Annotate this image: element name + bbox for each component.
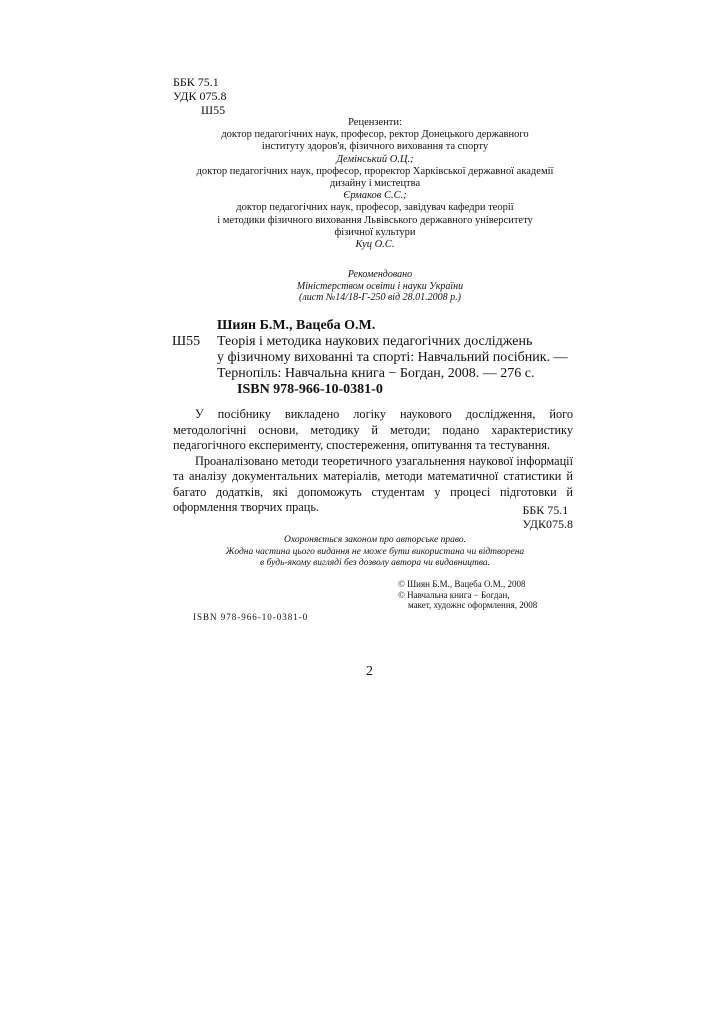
reviewer-2-title-cont: дизайну і мистецтва <box>329 178 421 190</box>
copyright-authors: © Шиян Б.М., Вацеба О.М., 2008 <box>398 579 526 589</box>
bbk-code: ББК 75.1 <box>173 75 219 89</box>
copyright-layout: макет, художнє оформлення, 2008 <box>408 600 538 610</box>
udk-code: УДК 075.8 <box>173 89 227 103</box>
copyright-block <box>398 579 537 611</box>
reviewers-heading: Рецензенти: <box>348 117 402 128</box>
rights-line-2: Жодна частина цього видання не може бути використана чи відтворена <box>225 546 525 557</box>
recommendation-letter: (лист №14/18-Г-250 від 28.01.2008 р.) <box>299 292 461 303</box>
abstract-paragraph-1: У посібнику викладено логіку наукового дослідження, його методологічні основи, методику й методи; подано характеристику педагогічного експерименту, спостереження, опитування та тестування. <box>173 407 573 452</box>
rights-line-3: в будь-якому вигляді без дозволу автора чи видавництва. <box>259 558 491 568</box>
reviewer-2-name: Єрмаков С.С.; <box>343 190 407 202</box>
rights-line-1: Охороняється законом про авторське право. <box>284 535 466 545</box>
udk-code-bottom: УДК075.8 <box>522 517 573 531</box>
reviewer-2-title: доктор педагогічних наук, професор, проректор Харківської державної академії <box>196 165 554 177</box>
reviewers-block <box>150 117 600 251</box>
copyright-publisher: © Навчальна книга − Богдан, <box>398 589 510 600</box>
reviewer-1-title-cont: інституту здоров'я, фізичного виховання та спорту <box>261 141 489 153</box>
bib-title-row <box>172 334 568 350</box>
recommendation-ministry: Міністерством освіти і науки України <box>296 280 464 292</box>
reviewer-3-title-cont: і методики фізичного виховання Львівського державного університету <box>217 214 533 226</box>
bib-code: Ш55 <box>172 334 201 349</box>
isbn-bottom: ISBN 978-966-10-0381-0 <box>193 612 309 622</box>
bib-title-line3: Тернопіль: Навчальна книга − Богдан, 2008. — 276 с. <box>217 366 535 381</box>
reviewer-1-name: Демінський О.Ц.; <box>336 153 414 165</box>
classification-codes <box>173 75 226 117</box>
rights-notice <box>170 535 580 570</box>
reviewer-3-name: Куц О.С. <box>355 239 395 251</box>
page-number: 2 <box>366 664 373 679</box>
classification-codes-bottom <box>523 503 573 531</box>
bib-isbn: ISBN 978-966-10-0381-0 <box>237 382 383 397</box>
abstract-block <box>173 407 573 516</box>
reviewer-3-title: доктор педагогічних наук, професор, завідувач кафедри теорії <box>236 202 514 214</box>
bib-title-line2: у фізичному вихованні та спорті: Навчальний посібник. — <box>217 350 568 365</box>
recommendation-label: Рекомендовано <box>347 269 413 280</box>
bib-authors: Шиян Б.М., Вацеба О.М. <box>217 318 376 333</box>
bib-title-line1: Теорія і методика наукових педагогічних досліджень <box>217 334 533 349</box>
author-mark: Ш55 <box>201 103 226 117</box>
recommendation-block <box>180 269 580 304</box>
reviewer-3-title-cont2: фізичної культури <box>334 226 416 238</box>
bbk-code-bottom: ББК 75.1 <box>522 503 569 517</box>
bibliographic-record <box>172 318 568 398</box>
abstract-paragraph-2: Проаналізовано методи теоретичного узагальнення наукової інформації та аналізу документальних матеріалів, методи математичної статистики й багато додатків, які допоможуть студентам у процесі підготовки й оформлення творчих праць. <box>173 453 573 514</box>
reviewer-1-title: доктор педагогічних наук, професор, ректор Донецького державного <box>221 129 529 141</box>
